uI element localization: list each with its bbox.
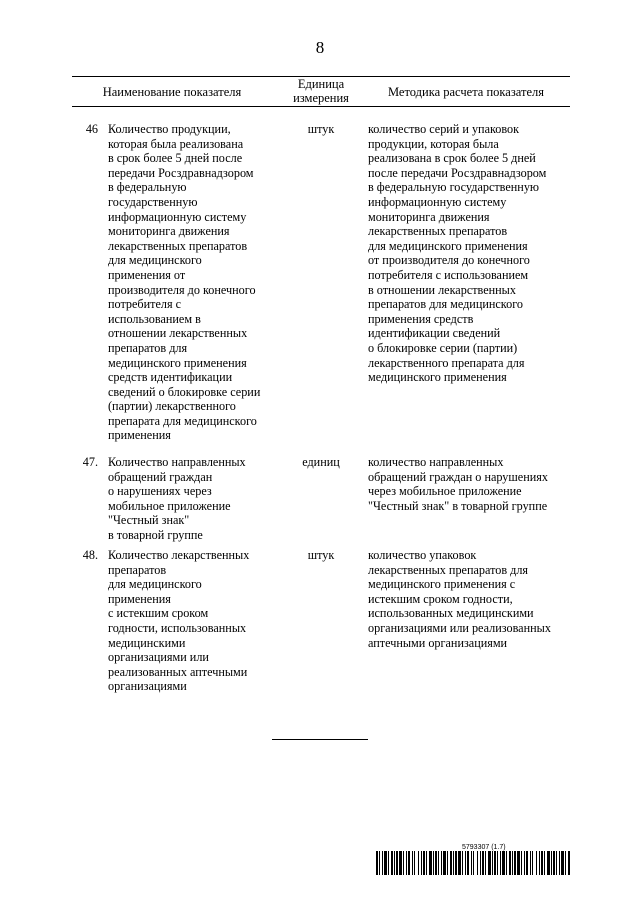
row-number: 47.: [82, 455, 98, 469]
row-indicator-name: Количество лекарственных препаратов для медицинского применения с истекшим сроком годности, использованных медицинскими организациями или реализованных аптечными организациями: [108, 548, 250, 694]
header-bottom-rule: [72, 106, 570, 107]
row-number: 46: [85, 122, 98, 136]
row-method: количество направленных обращений граждан о нарушениях через мобильное приложение "Честный знак" в товарной группе: [368, 455, 548, 513]
row-unit: единиц: [302, 455, 340, 469]
row-method: количество серий и упаковок продукции, которая была реализована в срок более 5 дней после передачи Росздравнадзором в федеральную государственную информационную систему мониторинга движения лекарственных препаратов для медицинского применения от производителя до конечного потребителя с использованием в отношении лекарственных препаратов для медицинского применения средств идентификации сведений о блокировке серии (партии) лекарственного препарата для медицинского применения: [368, 122, 547, 385]
barcode-caption: 5793307 (1.7): [462, 844, 506, 851]
row-number: 48.: [82, 548, 98, 562]
row-unit: штук: [307, 122, 335, 136]
page-number: 8: [315, 38, 325, 57]
row-indicator-name: Количество направленных обращений граждан о нарушениях через мобильное приложение "Честный знак" в товарной группе: [108, 455, 246, 542]
barcode-image: [376, 851, 570, 875]
header-unit: Единица измерения: [293, 77, 349, 105]
end-separator-line: [272, 739, 368, 740]
row-unit: штук: [307, 548, 335, 562]
row-method: количество упаковок лекарственных препаратов для медицинского применения с истекшим сроком годности, использованных медицинскими организациями или реализованных аптечными организациями: [368, 548, 551, 650]
header-name: Наименование показателя: [102, 85, 242, 99]
header-method: Методика расчета показателя: [387, 85, 545, 99]
row-indicator-name: Количество продукции, которая была реализована в срок более 5 дней после передачи Росздравнадзором в федеральную государственную информационную систему мониторинга движения лекарственных препаратов для медицинского применения от производителя до конечного потребителя с использованием в отношении лекарственных препаратов для медицинского применения средств идентификации сведений о блокировке серии (партии) лекарственного препарата для медицинского применения: [108, 122, 261, 443]
